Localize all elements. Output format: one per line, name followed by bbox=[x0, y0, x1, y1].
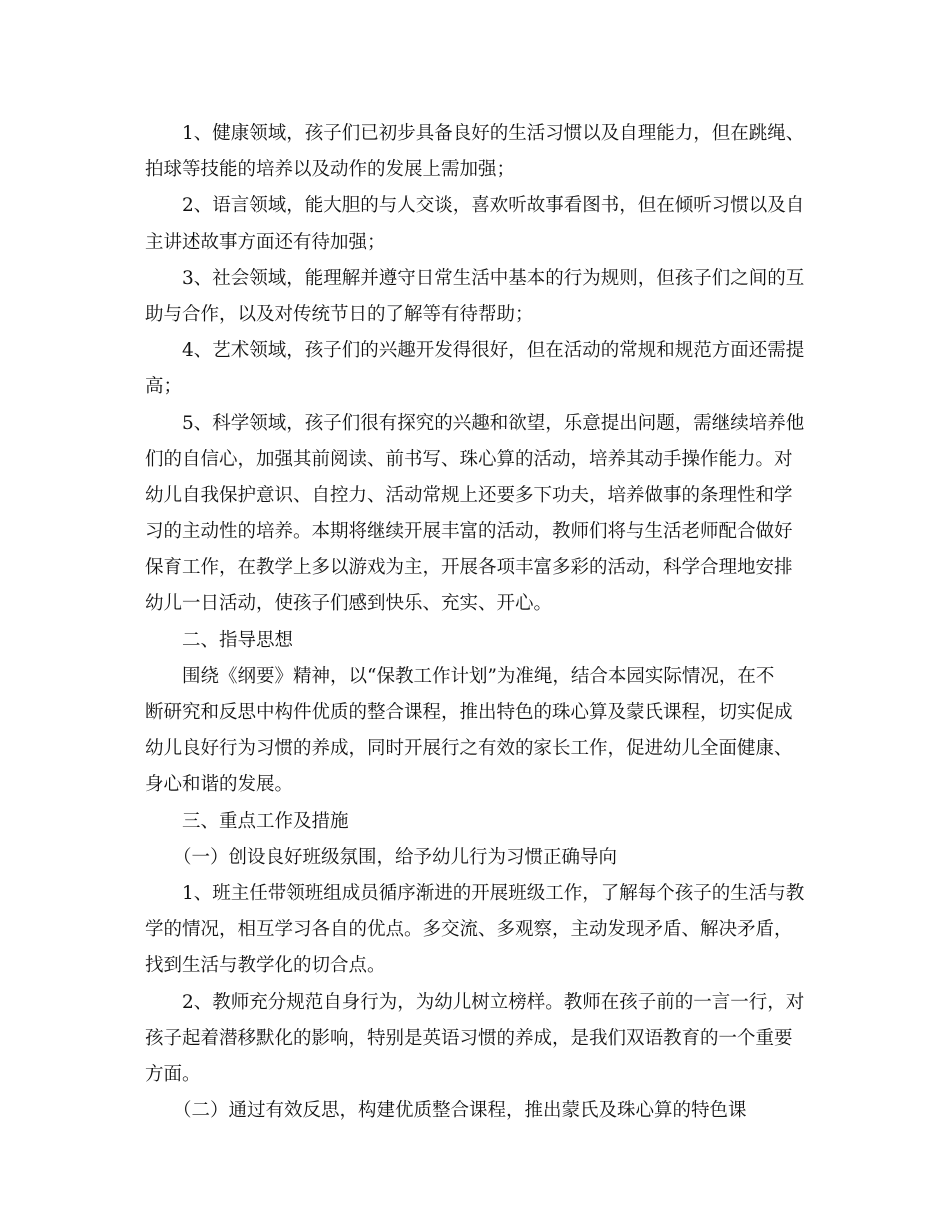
paragraph-line: 3、社会领域，能理解并遵守日常生活中基本的行为规则，但孩子们之间的互 bbox=[182, 267, 805, 289]
paragraph-line: 习的主动性的培养。本期将继续开展丰富的活动，教师们将与生活老师配合做好 bbox=[145, 521, 793, 543]
paragraph-line: 学的情况，相互学习各自的优点。多交流、多观察，主动发现矛盾、解决矛盾， bbox=[145, 919, 793, 941]
paragraph-line: 1、班主任带领班组成员循序渐进的开展班级工作，了解每个孩子的生活与教 bbox=[182, 882, 805, 904]
paragraph-line: 幼儿一日活动，使孩子们感到快乐、充实、开心。 bbox=[145, 593, 553, 615]
paragraph-line: 拍球等技能的培养以及动作的发展上需加强； bbox=[145, 159, 516, 181]
paragraph-line: 1、健康领域，孩子们已初步具备良好的生活习惯以及自理能力，但在跳绳、 bbox=[182, 123, 805, 144]
paragraph-line: 助与合作，以及对传统节日的了解等有待帮助； bbox=[145, 303, 534, 325]
paragraph-line: 断研究和反思中构件优质的整合课程，推出特色的珠心算及蒙氏课程，切实促成 bbox=[145, 702, 793, 723]
paragraph-line: 高； bbox=[145, 376, 183, 398]
paragraph-line: 找到生活与教学化的切合点。 bbox=[145, 955, 386, 977]
paragraph-line: 身心和谐的发展。 bbox=[145, 774, 294, 796]
paragraph-line: 孩子起着潜移默化的影响，特别是英语习惯的养成，是我们双语教育的一个重要 bbox=[145, 1027, 793, 1049]
section-heading: 二、指导思想 bbox=[182, 629, 294, 651]
subsection-heading: （一）创设良好班级氛围，给予幼儿行为习惯正确导向 bbox=[173, 846, 618, 868]
paragraph-line: 幼儿自我保护意识、自控力、活动常规上还要多下功夫，培养做事的条理性和学 bbox=[145, 484, 793, 506]
section-heading: 三、重点工作及措施 bbox=[182, 810, 349, 832]
paragraph-line: 方面。 bbox=[145, 1063, 201, 1085]
paragraph-line: 2、教师充分规范自身行为，为幼儿树立榜样。教师在孩子前的一言一行，对 bbox=[182, 991, 805, 1013]
paragraph-line: 保育工作，在教学上多以游戏为主，开展各项丰富多彩的活动，科学合理地安排 bbox=[145, 557, 793, 579]
paragraph-line: 2、语言领域，能大胆的与人交谈，喜欢听故事看图书，但在倾听习惯以及自 bbox=[182, 195, 805, 217]
document-body bbox=[145, 116, 805, 1129]
paragraph-line: 围绕《纲要》精神，以“保教工作计划”为准绳，结合本园实际情况，在不 bbox=[182, 665, 775, 687]
paragraph-line: 主讲述故事方面还有待加强； bbox=[145, 231, 386, 253]
paragraph-line: 幼儿良好行为习惯的养成，同时开展行之有效的家长工作，促进幼儿全面健康、 bbox=[145, 738, 793, 760]
paragraph-line: 5、科学领域，孩子们很有探究的兴趣和欲望，乐意提出问题，需继续培养他 bbox=[182, 412, 805, 434]
subsection-heading: （二）通过有效反思，构建优质整合课程，推出蒙氏及珠心算的特色课 bbox=[173, 1100, 747, 1122]
paragraph-line: 们的自信心，加强其前阅读、前书写、珠心算的活动，培养其动手操作能力。对 bbox=[145, 448, 793, 470]
paragraph-line: 4、艺术领域，孩子们的兴趣开发得很好，但在活动的常规和规范方面还需提 bbox=[182, 340, 805, 362]
